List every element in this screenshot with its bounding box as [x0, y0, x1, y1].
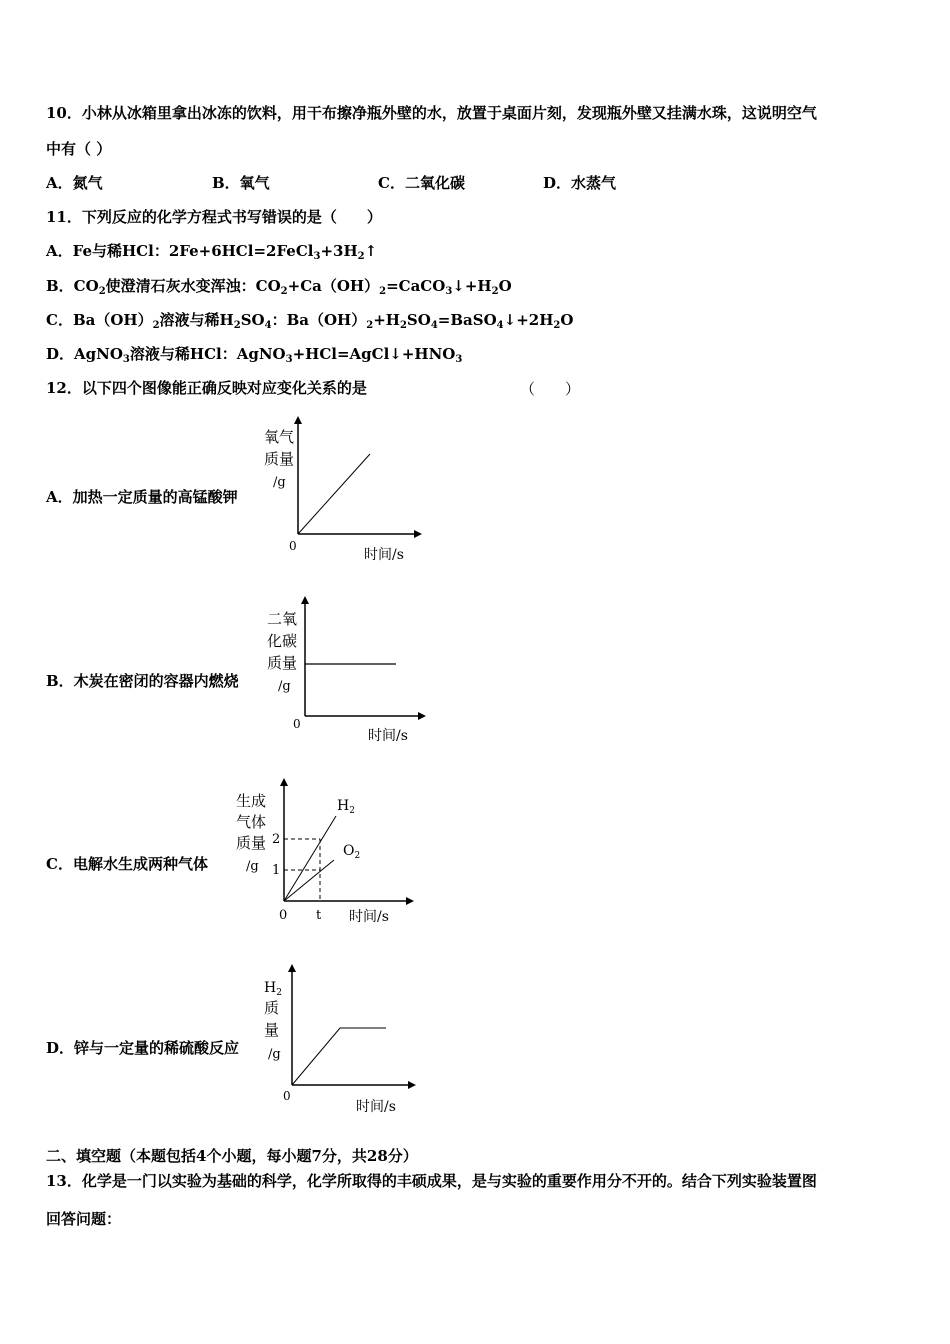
q10-stem-line1: 10．小林从冰箱里拿出冰冻的饮料，用干布擦净瓶外壁的水，放置于桌面片刻，发现瓶外壁又挂满水珠，这说明空气 — [46, 104, 817, 122]
graph-d-origin: 0 — [283, 1089, 291, 1103]
q12-option-c: C．电解水生成两种气体 — [46, 855, 208, 873]
graph-a-ylabel-2: 质量 — [264, 450, 295, 468]
q12-stem: 12．以下四个图像能正确反映对应变化关系的是 — [46, 379, 367, 397]
q13-stem-line2: 回答问题： — [46, 1210, 122, 1228]
graph-d-ylabel-3: 量 — [264, 1021, 280, 1039]
q11-option-a: A．Fe与稀HCl：$2Fe+6HCl=2FeCl_3+3H_2↑$ — [46, 242, 378, 262]
graph-c-origin: 0 — [279, 908, 288, 923]
q11-stem: 11．下列反应的化学方程式书写错误的是（ ） — [46, 208, 382, 226]
q13-stem-line1: 13．化学是一门以实验为基础的科学，化学所取得的丰硕成果，是与实验的重要作用分不开的。结合下列实验装置图 — [46, 1172, 817, 1190]
graph-c-t-label: t — [316, 908, 322, 923]
q12-option-a: A．加热一定质量的高锰酸钾 — [46, 488, 238, 506]
q10-option-b: B．氧气 — [212, 174, 270, 192]
graph-c-ylabel-2: 气体 — [236, 813, 267, 831]
graph-c-o2-line — [284, 860, 334, 901]
graph-a-line — [298, 454, 370, 534]
graph-a-ylabel-1: 氧气 — [264, 428, 295, 446]
q11-option-b: B．$CO_2$使澄清石灰水变浑浊：$CO_2+Ca(OH)_2=CaCO_3↓+H_2O$ — [46, 277, 512, 297]
graph-d-line — [292, 1028, 386, 1085]
q11-option-d: D．AgNO$_3$溶液与稀HCl：$AgNO_3+HCl=AgCl↓+HNO_3$ — [46, 345, 463, 365]
graph-c — [236, 782, 410, 925]
q11-option-c: C．$Ba(OH)_2$溶液与稀$H_2SO_4$：$Ba(OH)_2+H_2SO_4=BaSO_4↓+2H_2O$ — [46, 311, 574, 331]
graph-d — [264, 968, 412, 1115]
graph-d-ylabel-1: $H_2$ — [264, 980, 282, 998]
graph-b — [267, 600, 422, 744]
graph-b-ylabel-4: /g — [278, 679, 291, 694]
q10-stem-line2: 中有（ ） — [46, 140, 112, 158]
graph-c-h2-label: $H_2$ — [337, 798, 355, 816]
graph-d-ylabel-4: /g — [268, 1047, 281, 1062]
graph-c-tick-2: 2 — [272, 832, 281, 847]
graph-b-ylabel-1: 二氧 — [267, 610, 298, 628]
graph-c-ylabel-3: 质量 — [236, 834, 267, 852]
graph-b-ylabel-3: 质量 — [267, 654, 298, 672]
graph-b-origin: 0 — [293, 717, 301, 731]
graph-c-ylabel-1: 生成 — [236, 792, 267, 810]
graph-c-ylabel-4: /g — [246, 859, 259, 874]
q12-answer-paren: （ ） — [520, 380, 581, 398]
q12-option-b: B．木炭在密闭的容器内燃烧 — [46, 672, 239, 690]
q10-option-d: D．水蒸气 — [543, 174, 617, 192]
graph-d-ylabel-2: 质 — [264, 999, 280, 1017]
graph-b-ylabel-2: 化碳 — [267, 632, 298, 650]
q12-option-d: D．锌与一定量的稀硫酸反应 — [46, 1039, 240, 1057]
q10-option-c: C．二氧化碳 — [378, 174, 465, 192]
graph-c-h2-line — [284, 816, 336, 901]
graph-b-xlabel: 时间/s — [368, 728, 408, 744]
graph-a-xlabel: 时间/s — [364, 547, 404, 563]
q10-option-a: A．氮气 — [46, 174, 103, 192]
graph-c-o2-label: $O_2$ — [343, 843, 361, 861]
graph-d-xlabel: 时间/s — [356, 1099, 396, 1115]
section-2-title: 二、填空题（本题包括4个小题，每小题7分，共28分） — [46, 1147, 418, 1165]
graph-a — [264, 420, 418, 563]
graph-a-ylabel-3: /g — [273, 475, 286, 490]
graph-c-tick-1: 1 — [272, 863, 281, 878]
graph-a-origin: 0 — [289, 539, 297, 553]
graph-c-xlabel: 时间/s — [349, 909, 389, 925]
